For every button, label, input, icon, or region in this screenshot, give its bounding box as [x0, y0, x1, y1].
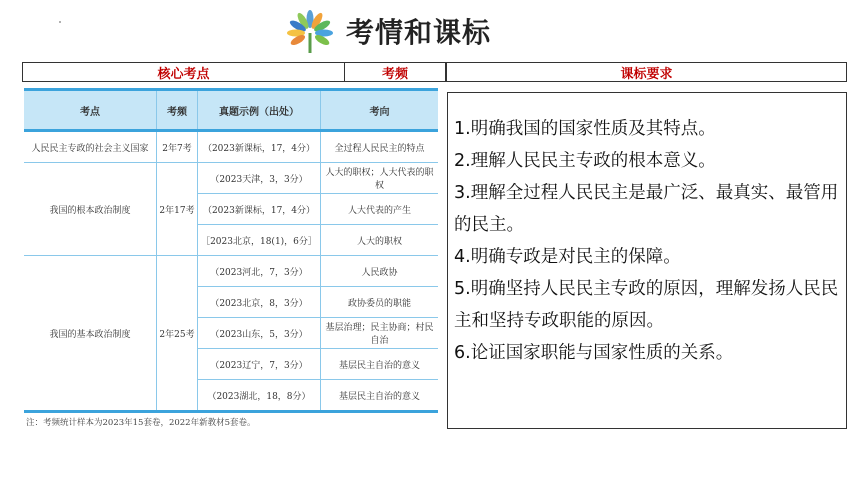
example-cell: （2023山东，5，3分） — [210, 329, 308, 340]
requirement-item: 1.明确我国的国家性质及其特点。 — [454, 119, 716, 139]
example-cell: （2023湖北，18，8分） — [207, 391, 311, 402]
title-area — [282, 6, 491, 56]
example-cell: （2023北京，8，3分） — [210, 298, 308, 309]
table-row — [24, 256, 438, 287]
col-header-direction: 考向 — [321, 90, 439, 131]
header-frequency: 考频 — [344, 62, 446, 82]
frequency-cell: 2年25考 — [157, 256, 198, 412]
exam-point-cell: 我国的根本政治制度 — [24, 163, 157, 256]
exam-frequency-table — [24, 88, 438, 413]
col-header-point: 考点 — [24, 90, 157, 131]
requirement-item: 5.明确坚持人民民主专政的原因，理解发扬人民民主和坚持专政职能的原因。 — [454, 279, 839, 331]
header-requirements: 课标要求 — [446, 62, 847, 82]
direction-cell: 基层治理；民主协商；村民自治 — [321, 318, 439, 349]
exam-point-cell: 人民民主专政的社会主义国家 — [24, 131, 157, 163]
requirement-item: 2.理解人民民主专政的根本意义。 — [454, 151, 716, 171]
example-cell: （2023新课标，17，4分） — [202, 205, 316, 216]
header-core-points: 核心考点 — [22, 62, 345, 82]
direction-cell: 人大的职权；人大代表的职权 — [321, 163, 439, 194]
table-row — [24, 131, 438, 163]
stray-dot — [59, 21, 61, 23]
table-header-row — [24, 90, 438, 131]
page-title: 考情和课标 — [346, 16, 492, 49]
requirements-box — [447, 92, 847, 429]
col-header-freq: 考频 — [157, 90, 198, 131]
exam-point-cell: 我国的基本政治制度 — [24, 256, 157, 412]
requirement-item: 4.明确专政是对民主的保障。 — [454, 247, 681, 267]
requirement-item: 3.理解全过程人民民主是最广泛、最真实、最管用的民主。 — [454, 183, 839, 235]
example-cell: （2023河北，7，3分） — [198, 256, 321, 287]
direction-cell: 基层民主自治的意义 — [321, 380, 439, 412]
frequency-cell: 2年17考 — [157, 163, 198, 256]
example-cell: （2023辽宁，7，3分） — [210, 360, 308, 371]
direction-cell: 基层民主自治的意义 — [321, 349, 439, 380]
frequency-cell: 2年7考 — [157, 131, 198, 163]
direction-cell: 人大的职权 — [321, 225, 439, 256]
tree-logo-icon — [282, 6, 338, 56]
direction-cell: 人民政协 — [321, 256, 439, 287]
example-cell: （2023天津，3，3分） — [198, 163, 321, 194]
requirement-item: 6.论证国家职能与国家性质的关系。 — [454, 343, 734, 363]
table-footnote: 注：考频统计样本为2023年15套卷，2022年新教材5套卷。 — [26, 418, 256, 428]
direction-cell: 全过程人民民主的特点 — [321, 131, 439, 163]
example-cell: ［2023北京，18(1)，6分］ — [201, 236, 317, 247]
direction-cell: 人大代表的产生 — [321, 194, 439, 225]
table-row — [24, 163, 438, 194]
col-header-example: 真题示例（出处） — [198, 90, 321, 131]
direction-cell: 政协委员的职能 — [321, 287, 439, 318]
example-cell: （2023新课标，17，4分） — [198, 131, 321, 163]
